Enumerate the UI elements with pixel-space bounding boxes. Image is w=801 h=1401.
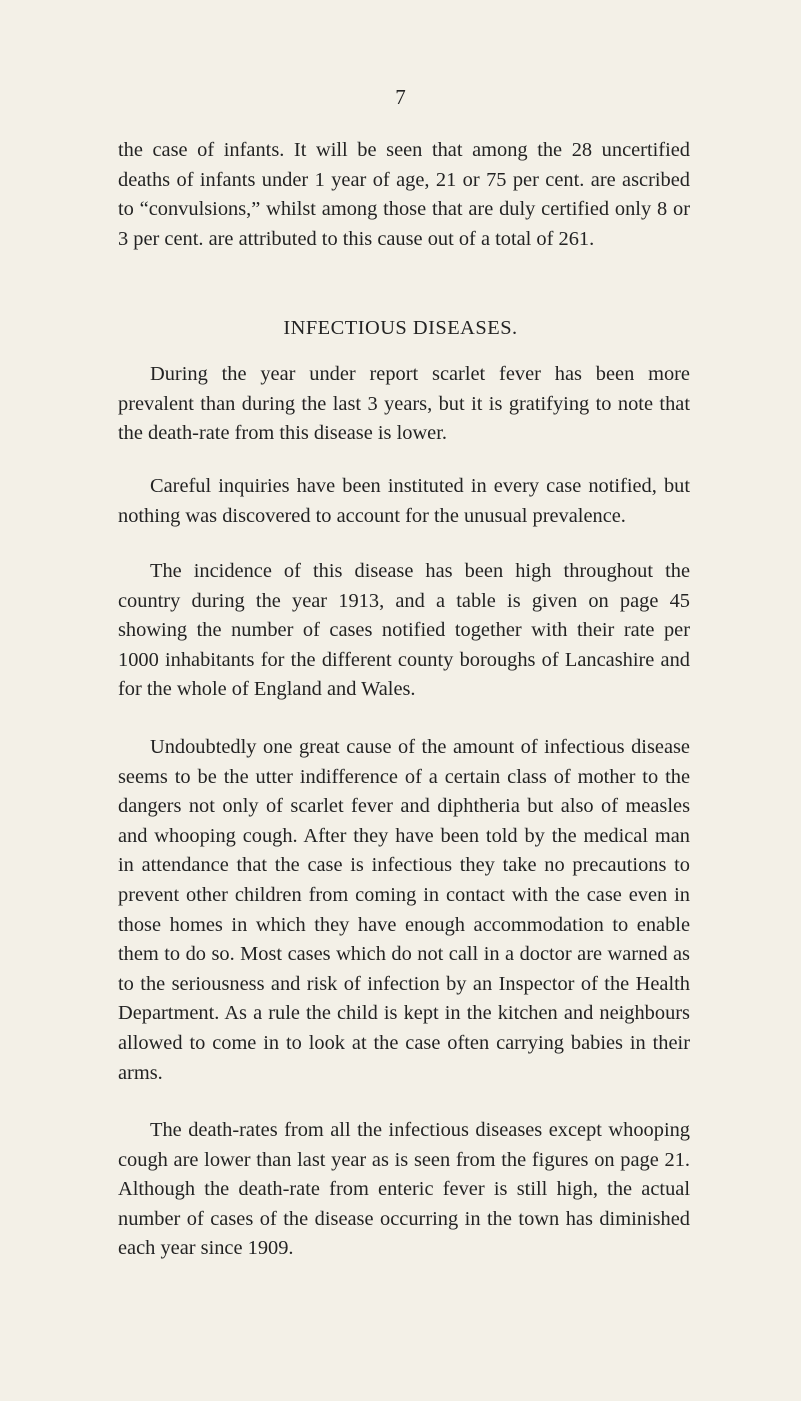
paragraph-text: the case of infants. It will be seen that among the 28 uncertified deaths of infants under 1 year of age, 21 or 75 per cent. are ascribed to “convulsions,” whilst among those that are duly certified only 8 or 3 per cent. are attributed to this cause out of a total of 261.: [118, 139, 690, 250]
paragraph-scarlet-fever-prevalence: [118, 360, 690, 449]
paragraph-text: Undoubtedly one great cause of the amount of infectious disease seems to be the utter indifference of a certain class of mother to the dangers not only of scarlet fever and diphtheria but also of measles and whooping cough. After they have been told by the medical man in attendance that the case is infectious they take no precautions to prevent other children from coming in contact with the case even in those homes in which they have enough accommodation to enable them to do so. Most cases which do not call in a doctor are warned as to the seriousness and risk of infection by an Inspector of the Health Department. As a rule the child is kept in the kitchen and neighbours allowed to come in to look at the case often carrying babies in their arms.: [118, 736, 690, 1084]
paragraph-indifference: [118, 733, 690, 1088]
paragraph-text: Careful inquiries have been instituted in every case notified, but nothing was discovered to account for the unusual prevalence.: [118, 475, 690, 527]
section-heading: INFECTIOUS DISEASES.: [283, 317, 518, 339]
paragraph-inquiries: [118, 472, 690, 531]
page-number: 7: [395, 85, 406, 109]
paragraph-text: The incidence of this disease has been high throughout the country during the year 1913, and a table is given on page 45 showing the number of cases notified together with their rate per 1000 inhabitants for the different county boroughs of Lancashire and for the whole of England and Wales.: [118, 560, 690, 701]
paragraph-text: The death-rates from all the infectious diseases except whooping cough are lower than last year as is seen from the figures on page 21. Although the death-rate from enteric fever is still high, the actual number of cases of the disease occurring in the town has diminished each year since 1909.: [118, 1119, 690, 1260]
paragraph-incidence: [118, 557, 690, 705]
paragraph-text: During the year under report scarlet fever has been more prevalent than during the last 3 years, but it is gratifying to note that the death-rate from this disease is lower.: [118, 363, 690, 445]
paragraph-death-rates: [118, 1116, 690, 1264]
paragraph-infant-convulsions: [118, 136, 690, 254]
